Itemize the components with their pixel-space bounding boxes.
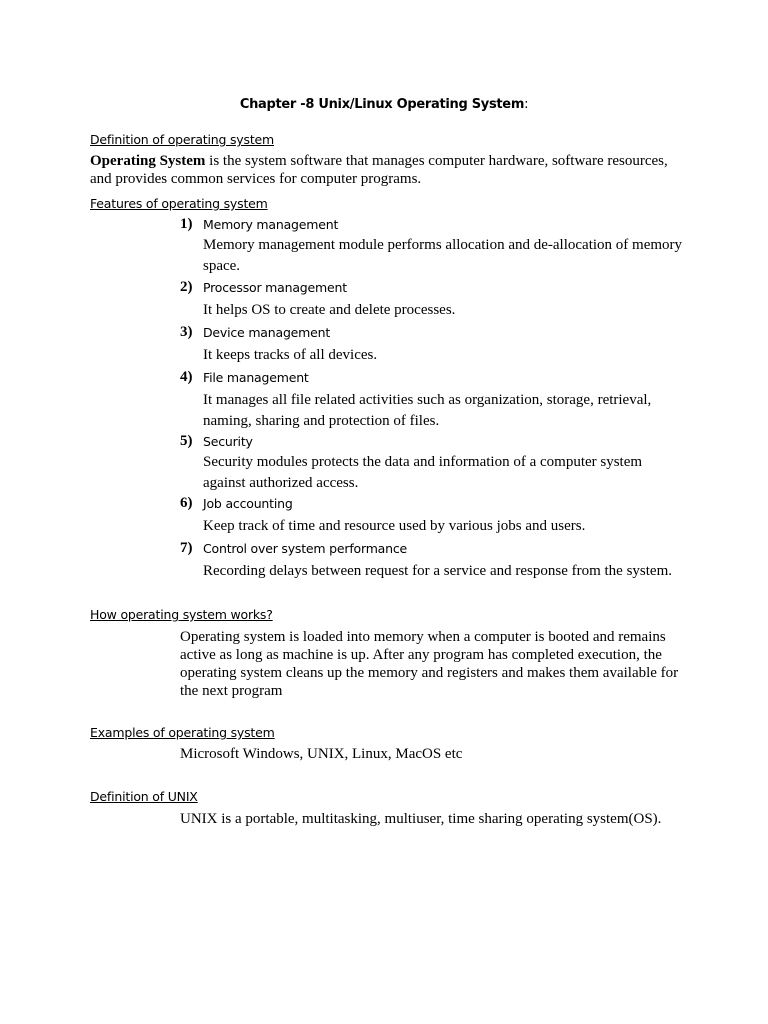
feature-title: Control over system performance bbox=[203, 541, 408, 556]
feature-number: 6) bbox=[180, 495, 193, 511]
feature-description: It keeps tracks of all devices. bbox=[203, 347, 378, 363]
title-text: Chapter -8 Unix/Linux Operating System bbox=[239, 97, 525, 112]
paragraph-definition-unix: UNIX is a portable, multitasking, multiuser, time sharing operating system(OS). bbox=[180, 811, 662, 827]
feature-number: 5) bbox=[180, 433, 193, 449]
feature-number: 2) bbox=[180, 279, 193, 295]
heading-definition-unix: Definition of UNIX bbox=[90, 789, 198, 804]
feature-description: Security modules protects the data and information of a computer system against authorized access. bbox=[203, 454, 643, 491]
paragraph-how-os-works: Operating system is loaded into memory when a computer is booted and remains active as long as machine is up. After any program has completed execution, the operating system cleans up the memory and registers and makes them available for the next program bbox=[180, 629, 679, 699]
feature-number: 3) bbox=[180, 324, 193, 340]
heading-examples: Examples of operating system bbox=[90, 725, 275, 740]
heading-definition-os: Definition of operating system bbox=[90, 132, 274, 147]
feature-description: Memory management module performs allocation and de-allocation of memory space. bbox=[203, 237, 683, 274]
page-title bbox=[0, 97, 768, 112]
term-operating-system: Operating System bbox=[90, 153, 206, 169]
feature-description: Recording delays between request for a service and response from the system. bbox=[203, 563, 673, 579]
definition-os-body: is the system software that manages computer hardware, software resources, and provides common services for computer programs. bbox=[90, 153, 668, 187]
heading-how-os-works: How operating system works? bbox=[90, 607, 273, 622]
feature-number: 1) bbox=[180, 216, 193, 232]
feature-number: 7) bbox=[180, 540, 193, 556]
feature-description: Keep track of time and resource used by various jobs and users. bbox=[203, 518, 586, 534]
paragraph-examples: Microsoft Windows, UNIX, Linux, MacOS etc bbox=[180, 746, 463, 762]
feature-title: Job accounting bbox=[203, 496, 293, 511]
paragraph-definition-os bbox=[90, 152, 680, 188]
feature-title: Device management bbox=[203, 325, 331, 340]
feature-title: Processor management bbox=[203, 280, 347, 295]
feature-description: It helps OS to create and delete processes. bbox=[203, 302, 456, 318]
feature-title: Security bbox=[203, 434, 253, 449]
heading-features: Features of operating system bbox=[90, 196, 268, 211]
feature-title: Memory management bbox=[203, 217, 339, 232]
title-colon: : bbox=[524, 97, 529, 112]
feature-description: It manages all file related activities such as organization, storage, retrieval, naming, sharing and protection of files. bbox=[203, 392, 652, 429]
feature-number: 4) bbox=[180, 369, 193, 385]
feature-title: File management bbox=[203, 370, 309, 385]
